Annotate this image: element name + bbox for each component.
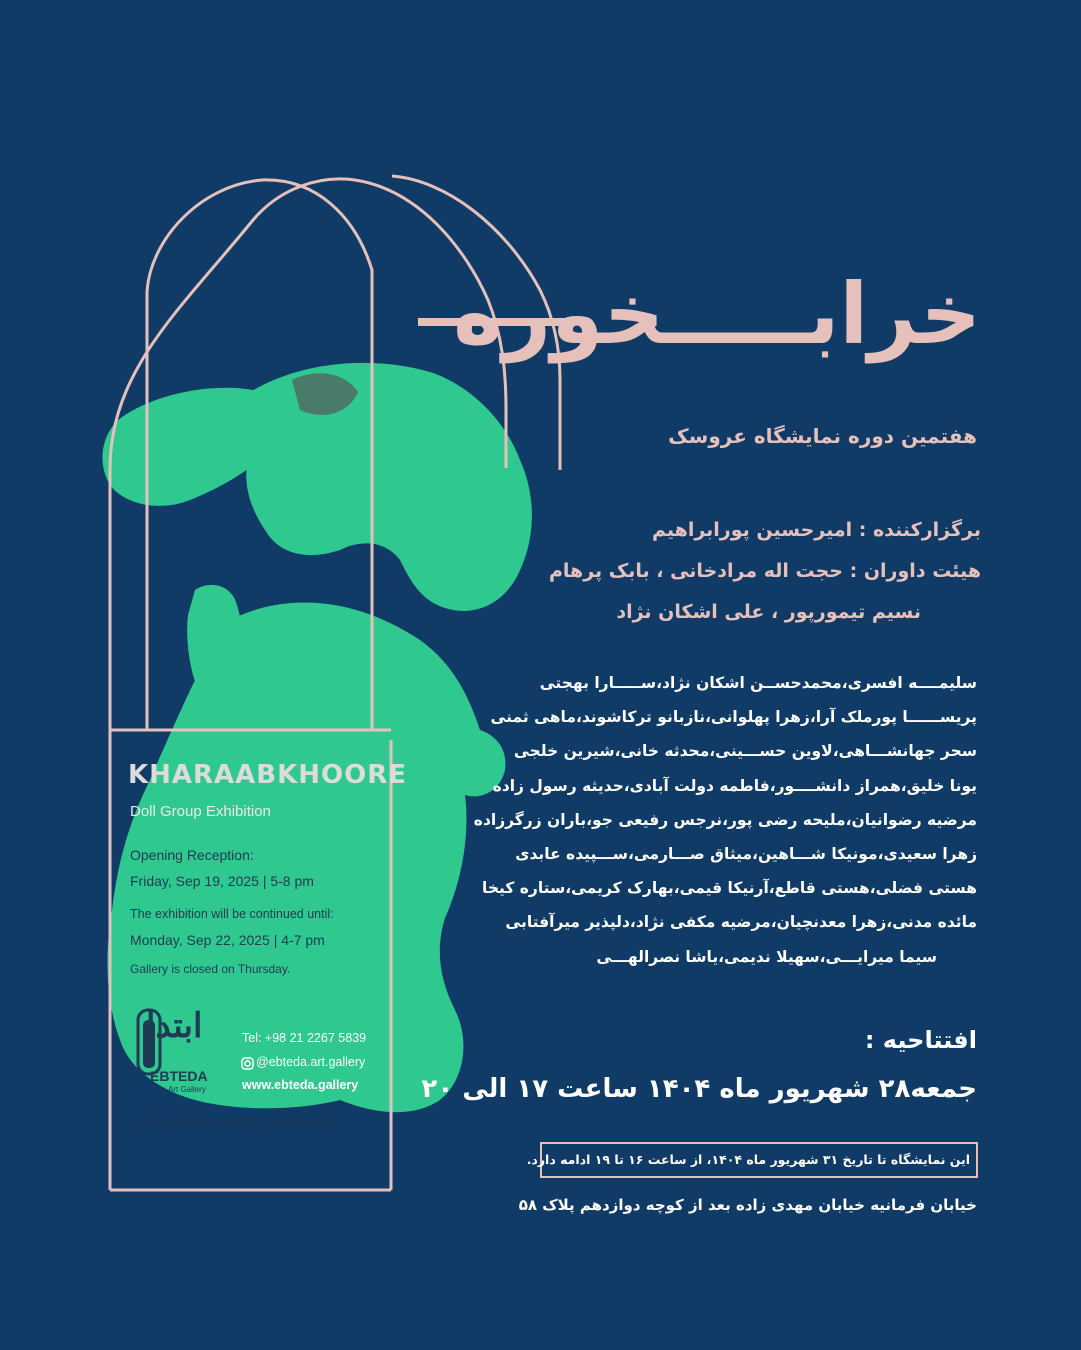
jury-line-2: نسیم تیمورپور ، علی اشکان نژاد <box>616 601 921 623</box>
artist-line: زهرا سعیدی،مونیکا شـــاهین،میثاق صـــارمی،ســـپیده عابدی <box>515 845 977 864</box>
english-title: KHARAABKHOORE <box>128 760 408 790</box>
artist-line: هستی فضلی،هستی قاطع،آرنیکا قیمی،بهارک کریمی،ستاره کیخا <box>482 879 977 898</box>
instagram-handle <box>242 1055 365 1069</box>
english-subtitle: Doll Group Exhibition <box>130 803 271 820</box>
english-opening-date: Friday, Sep 19, 2025 | 5-8 pm <box>130 873 314 889</box>
persian-title: خرابـــــخوره <box>453 265 981 363</box>
opening-date: جمعه۲۸ شهریور ماه ۱۴۰۴ ساعت ۱۷ الی ۲۰ <box>421 1074 977 1104</box>
artist-line: سلیمــــه افسری،محمدحســن اشکان نژاد،ســـــارا بهجتی <box>539 674 977 692</box>
exhibition-note: این نمایشگاه تا تاریخ ۳۱ شهریور ماه ۱۴۰۴، از ساعت ۱۶ تا ۱۹ ادامه دارد. <box>540 1142 978 1178</box>
jury-line-1: هیئت داوران : حجت اله مرادخانی ، بابک پرهام <box>548 560 981 582</box>
artist-line: یونا خلیق،همراز دانشــــور،فاطمه دولت آبادی،حدیثه رسول زاده <box>492 776 977 795</box>
logo-name: EBTEDA <box>150 1068 208 1084</box>
instagram-text: @ebteda.art.gallery <box>256 1055 366 1069</box>
artist-line: سیما میرایـــی،سهیلا ندیمی،یاشا نصرالهـــی <box>596 947 937 966</box>
english-continued-label: The exhibition will be continued until: <box>130 907 334 921</box>
english-opening-label: Opening Reception: <box>130 847 254 863</box>
opening-label: افتتاحیه : <box>864 1026 977 1054</box>
persian-address: خیابان فرمانیه خیابان مهدی زاده بعد از کوچه دوازدهم پلاک ۵۸ <box>518 1196 977 1214</box>
credits-block <box>461 510 981 633</box>
artist-line: سحر جهانشـــاهی،لاوین حســـینی،محدثه خانی،شیرین خلجی <box>513 742 977 761</box>
english-closed-note: Gallery is closed on Thursday. <box>130 962 291 976</box>
doll-figure <box>102 363 531 1112</box>
artists-list <box>473 666 977 974</box>
persian-subtitle: هفتمین دوره نمایشگاه عروسک <box>668 424 977 448</box>
logo-subtitle: Art Gallery <box>168 1085 206 1094</box>
logo-persian: ابتدا <box>146 1006 203 1046</box>
english-continued-date: Monday, Sep 22, 2025 | 4-7 pm <box>130 932 325 948</box>
telephone: Tel: +98 21 2267 5839 <box>242 1031 367 1045</box>
artist-line: مرضیه رضوانیان،ملیحه رضی پور،نرجس رفیعی جو،باران زرگرزاده <box>473 810 977 829</box>
website: www.ebteda.gallery <box>242 1078 359 1092</box>
artist-line: مائده مدنی،زهرا معدنچیان،مرضیه مکفی نژاد،دلپذیر میرآفتابی <box>505 913 977 932</box>
english-address: No.58, Mehdizadeh St., Farmanieh St. <box>137 1114 342 1128</box>
organizer-line: برگزارکننده : امیرحسین پورابراهیم <box>652 519 981 541</box>
artist-line: پریســــــا پورملک آرا،زهرا پهلوانی،نازبانو ترکاشوند،ماهی ثمنی <box>490 708 977 727</box>
